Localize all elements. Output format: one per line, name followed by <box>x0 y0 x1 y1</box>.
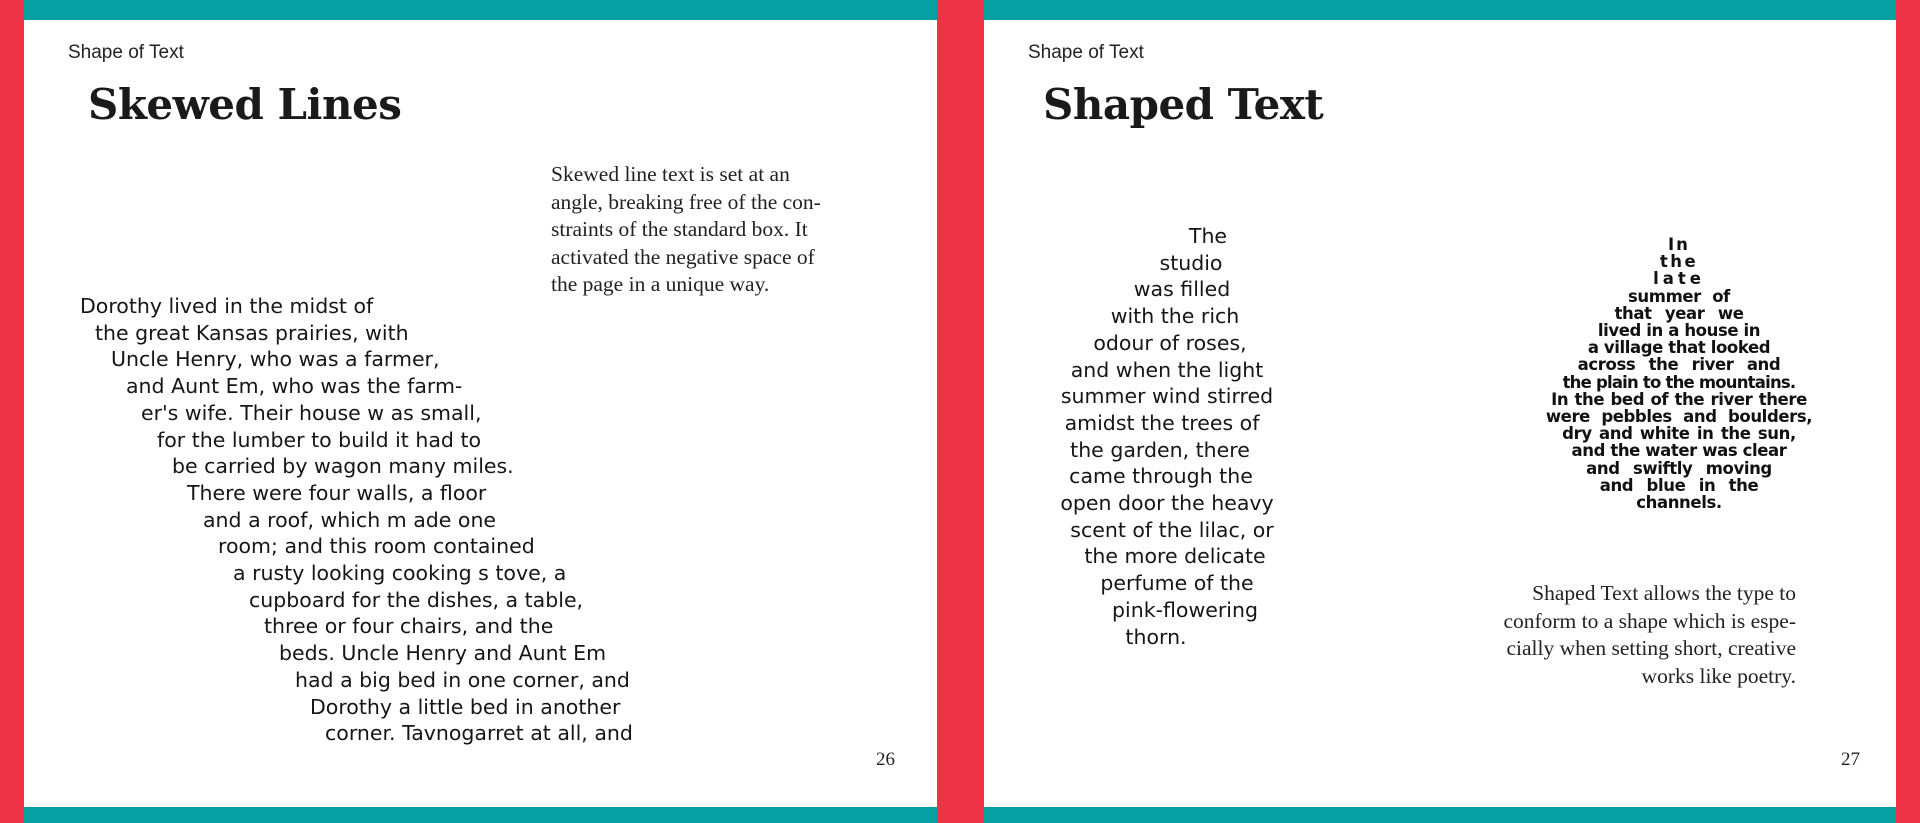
skewed-line: had a big bed in one corner, and <box>295 667 630 692</box>
shaped-line: the garden, there <box>1070 437 1250 462</box>
drop-shaped-text <box>1508 236 1850 511</box>
running-head: Shape of Text <box>1028 42 1144 63</box>
skewed-line: Uncle Henry, who was a farmer, <box>111 347 440 372</box>
page-number: 26 <box>876 749 895 770</box>
shaped-line: and swiftly moving <box>1586 458 1772 478</box>
shaped-line: scent of the lilac, or <box>1070 517 1274 542</box>
skewed-line: a rusty looking cooking s tove, a <box>233 561 567 586</box>
skewed-line: the great Kansas prairies, with <box>95 320 409 345</box>
shaped-line: lived in a house in <box>1597 321 1761 341</box>
shaped-line: and the water was clear <box>1571 441 1787 461</box>
shaped-line: amidst the trees of <box>1064 410 1260 435</box>
shaped-line: the <box>1659 252 1699 272</box>
running-head: Shape of Text <box>68 42 184 63</box>
text-line: Shaped Text allows the type to <box>1532 581 1796 605</box>
page-number: 27 <box>1841 749 1860 770</box>
shaped-line: and when the light <box>1070 357 1264 382</box>
text-line: the page in a unique way. <box>551 272 770 296</box>
skewed-line: be carried by wagon many miles. <box>172 454 514 479</box>
leaf-shaped-text <box>1042 223 1322 650</box>
skewed-line: Dorothy a little bed in another <box>310 694 621 719</box>
shaped-line: The <box>1188 224 1228 248</box>
text-line: cially when setting short, creative <box>1506 636 1796 660</box>
skewed-description <box>551 161 821 299</box>
shaped-line: a village that looked <box>1587 338 1771 358</box>
shaped-line: the plain to the mountains. <box>1562 372 1796 392</box>
shaped-line: with the rich <box>1110 304 1240 329</box>
page-title: Skewed Lines <box>88 80 402 129</box>
text-line: activated the negative space of <box>551 244 815 269</box>
shaped-line: open door the heavy <box>1060 491 1274 516</box>
skewed-line: Dorothy lived in the midst of <box>80 294 374 318</box>
skewed-line: corner. Tavnogarret at all, and <box>325 721 633 746</box>
shaped-line: the more delicate <box>1084 544 1266 569</box>
spine-strip <box>937 0 984 823</box>
skewed-line: beds. Uncle Henry and Aunt Em <box>279 641 607 666</box>
shaped-line: across the river and <box>1577 355 1781 375</box>
shaped-line: perfume of the <box>1100 571 1254 596</box>
skewed-line: er's wife. Their house w as small, <box>141 400 482 425</box>
skewed-line: There were four walls, a floor <box>187 480 487 505</box>
page-title: Shaped Text <box>1043 80 1324 129</box>
shaped-description <box>1503 580 1796 690</box>
skewed-line: and a roof, which m ade one <box>203 507 497 532</box>
shaped-line: In the bed of the river there <box>1551 389 1807 409</box>
text-line: works like poetry. <box>1641 663 1796 688</box>
shaped-line: dry and white in the sun, <box>1562 424 1796 444</box>
skewed-line: for the lumber to build it had to <box>157 427 482 452</box>
shaped-line: summer of <box>1628 286 1730 306</box>
shaped-line: summer wind stirred <box>1060 384 1274 409</box>
right-edge-strip <box>1896 0 1920 823</box>
skewed-line: room; and this room contained <box>218 534 535 559</box>
text-line: Skewed line text is set at an <box>551 162 790 186</box>
skewed-line: cupboard for the dishes, a table, <box>249 587 584 612</box>
shaped-line: were pebbles and boulders, <box>1545 407 1813 427</box>
text-line: angle, breaking free of the con- <box>551 189 821 214</box>
shaped-line: was filled <box>1133 277 1231 302</box>
shaped-line: studio <box>1159 250 1223 275</box>
shaped-line: came through the <box>1069 464 1253 489</box>
shaped-line: In <box>1668 235 1690 254</box>
skewed-line: three or four chairs, and the <box>264 614 554 639</box>
shaped-line: late <box>1653 269 1705 289</box>
text-line: straints of the standard box. It <box>551 217 808 241</box>
skewed-lines-text <box>80 293 633 747</box>
shaped-line: thorn. <box>1125 624 1187 649</box>
shaped-line: channels. <box>1636 493 1722 513</box>
shaped-line: odour of roses, <box>1093 330 1247 355</box>
shaped-line: and blue in the <box>1599 475 1759 495</box>
skewed-line: and Aunt Em, who was the farm- <box>126 374 463 399</box>
shaped-line: pink-flowering <box>1112 597 1258 622</box>
text-line: conform to a shape which is espe- <box>1503 608 1796 633</box>
shaped-line: that year we <box>1614 303 1744 323</box>
left-edge-strip <box>0 0 24 823</box>
